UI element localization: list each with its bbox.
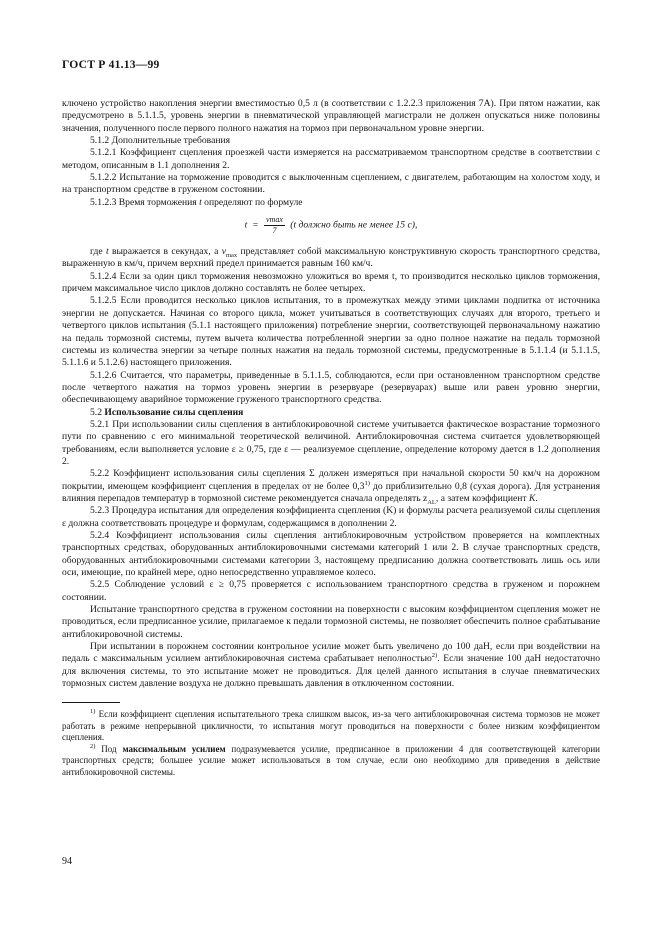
paragraph: 5.1.2.3 Время торможения t определяют по формуле xyxy=(90,196,303,208)
footnote: $^{2)}$ Под максимальным усилием подразумевается усилие, предписанное в приложении 4 для соответствующей категории транспортных средств; большее усилие может использоваться в том случае, если оно необходимо для приведения в действие антиблокировочной системы. xyxy=(62,742,600,777)
paragraph: где t выражается в секундах, а $v_{max}$ представляет собой максимальную конструктивную скорость транспортного средства, выраженную в км/ч, причем верхний предел принимается равным 160 км/ч. xyxy=(62,246,600,270)
footnotes xyxy=(62,709,600,778)
paragraph: 5.1.2.1 Коэффициент сцепления проезжей части измеряется на рассматриваемом транспортном средстве в соответствии с методом, описанным в 1.1 дополнения 2. xyxy=(62,147,600,171)
paragraph: 5.1.2.4 Если за один цикл торможения невозможно уложиться во время t, то производится несколько циклов торможения, причем максимальное число циклов должно составлять не более четырех. xyxy=(62,270,600,295)
paragraph: При испытании в порожнем состоянии контрольное усилие может быть увеличено до 100 даН, если при воздействии на педаль с максимальным усилием антиблокировочная система срабатывает неполностью$^{2)}$. Если значение 100 даН недостаточно для включения системы, то это испытание может не проводиться. Для целей данного испытания в случае пневматических тормозных систем давление воздуха не должно превышать давления в отключенном состоянии. xyxy=(62,641,600,690)
paragraph: ключено устройство накопления энергии вместимостью 0,5 л (в соответствии с 1.2.2.3 приложения 7А). При пятом нажатии, как предусмотрено в 5.1.1.5, уровень энергии в пневматической управляющей магистрали не должен опускаться ниже половины значения, полученного после первого полного нажатия на тормоз при первоначальном уровне энергии. xyxy=(62,98,600,134)
page-header: ГОСТ Р 41.13—99 xyxy=(62,58,160,71)
paragraph: 5.2.1 При использовании силы сцепления в антиблокировочной системе учитывается фактическое возрастание тормозного пути по сравнению с его минимальной теоретической величиной. Антиблокировочная система считается удовлетворяющей требованиям, если выполняется условие ε ≥ 0,75, где ε — реализуемое сцепление, определение которому дается в 1.2 дополнения 2. xyxy=(62,418,600,467)
formula-fraction: $\frac{vmax}{7}$ xyxy=(266,215,283,236)
formula: t = $\frac{vmax}{7}$ (t должно быть не менее 15 с), xyxy=(244,215,418,236)
paragraph: 5.1.2.5 Если проводится несколько циклов испытания, то в промежутках между этими циклами подпитка от источника энергии не допускается. Начиная со второго цикла, может учитываться в соответствующих случаях для второго, третьего и четвертого циклов испытания (5.1.1 настоящего приложения) потребление энергии, соответствующей первоначальному нажатию на педаль тормозной системы, путем вычета количества потребленной энергии за одно полное нажатие на педаль тормозной системы из количества энергии за четыре полных нажатия на педаль тормозной системы, предусмотренные в 5.1.1.4 (и 5.1.1.5, 5.1.1.6 и 5.1.2.6) настоящего приложения. xyxy=(62,295,600,369)
section-heading: 5.2 Использование силы сцепления xyxy=(90,406,244,418)
footnote-separator xyxy=(62,702,120,703)
section-heading: 5.1.2 Дополнительные требования xyxy=(90,135,231,147)
paragraph: 5.2.2 Коэффициент использования силы сцепления Σ должен измеряться при начальной скорости 50 км/ч на дорожном покрытии, имеющем коэффициент сцепления в пределах от не более 0,3$^{1)}$ до приблизительно 0,8 (сухая дорога). Для устранения влияния перепадов температур в тормозной системе рекомендуется сначала определять $z_{AL}$, а затем коэффициент K. xyxy=(62,468,600,506)
page-number: 94 xyxy=(62,856,72,867)
paragraph: 5.2.5 Соблюдение условий ε ≥ 0,75 проверяется с использованием транспортного средства в груженом и порожнем состоянии. xyxy=(62,579,600,603)
paragraph: 5.1.2.2 Испытание на торможение проводится с выключенным сцеплением, с двигателем, работающим на холостом ходу, и на транспортном средстве в груженом состоянии. xyxy=(62,172,600,196)
footnote: $^{1)}$ Если коэффициент сцепления испытательного трека слишком высок, из-за чего антиблокировочная система тормозов не может работать в режиме непрерывной цикличности, то испытания могут проводиться на поверхности с более низким коэффициентом сцепления. xyxy=(62,708,600,743)
paragraph: 5.2.3 Процедура испытания для определения коэффициента сцепления (K) и формулы расчета реализуемой силы сцепления ε должна соответствовать процедуре и формулам, содержащимся в дополнении 2. xyxy=(62,505,600,529)
paragraph: 5.2.4 Коэффициент использования силы сцепления антиблокировочным устройством проверяется на комплектных транспортных средствах, оборудованных антиблокировочными системами категорий 1 или 2. В случае транспортных средств, оборудованных антиблокировочными системами категории 3, настоящему предписанию должна соответствовать лишь ось или оси, имеющие, по крайней мере, одно непосредственно управляемое колесо. xyxy=(62,530,600,579)
paragraph: 5.1.2.6 Считается, что параметры, приведенные в 5.1.1.5, соблюдаются, если при остановленном транспортном средстве после четвертого нажатия на тормоз уровень энергии в резервуаре (резервуарах) выше или равен уровню энергии, обеспечивающему аварийное торможение груженого транспортного средства. xyxy=(62,369,600,406)
document-page xyxy=(62,58,600,778)
paragraph: Испытание транспортного средства в груженом состоянии на поверхности с высоким коэффициентом сцепления может не проводиться, если предписанное усилие, прилагаемое к педали тормозной системы, не позволяет обеспечить полное срабатывание антиблокировочной системы. xyxy=(62,604,600,640)
